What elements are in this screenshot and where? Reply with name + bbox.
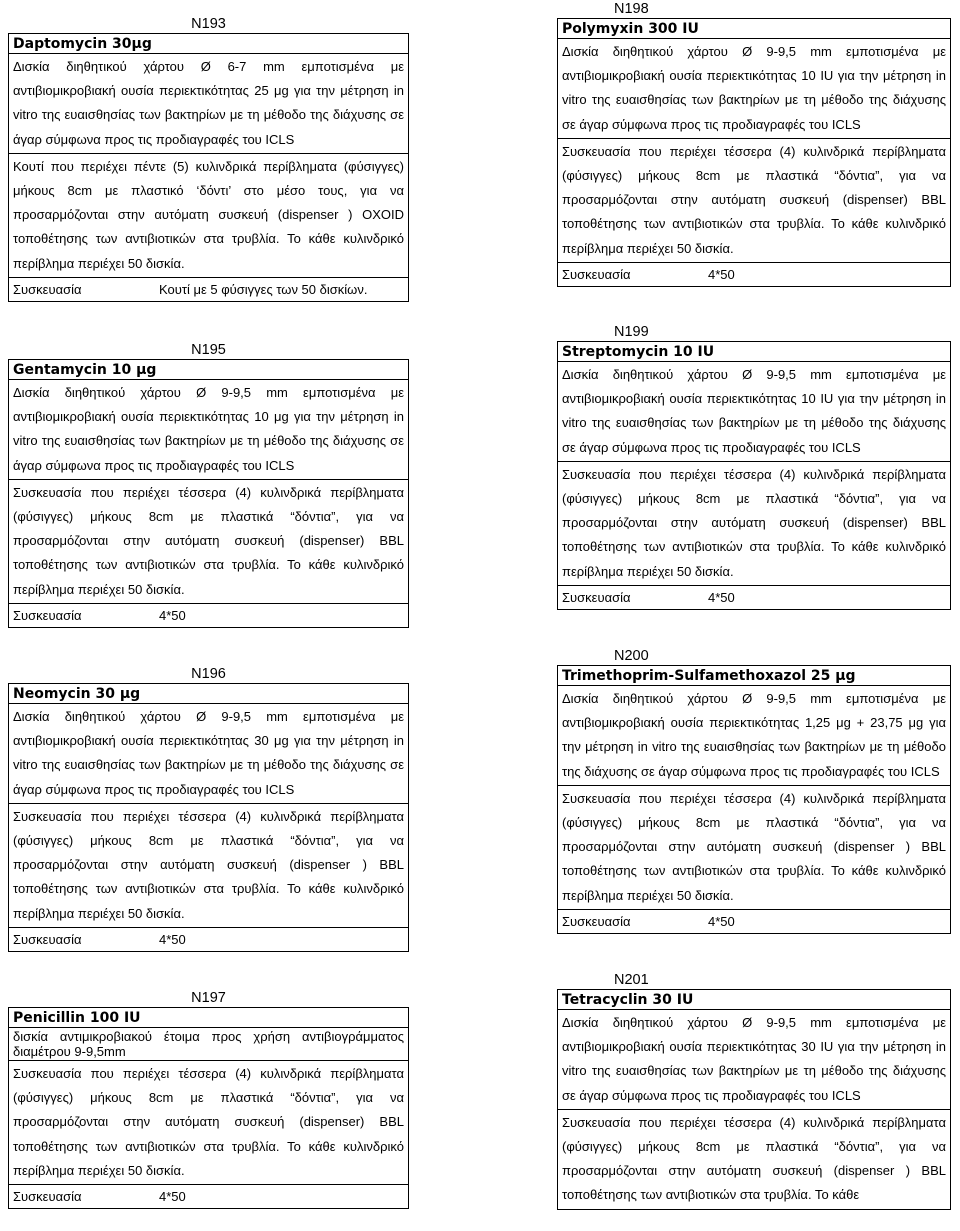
product-description: Δισκία διηθητικού χάρτου Ø 9-9,5 mm εμποτισμένα με αντιβιομικροβιακή ουσία περιεκτικότητας 10 IU για την μέτρηση in vitro της ευαισθησίας των βακτηρίων με τη μέθοδο της διάχυσης σε άγαρ σύμφωνα προς τις προδιαγραφές του ICLS <box>558 362 951 462</box>
product-n197 <box>8 989 409 1209</box>
product-n196 <box>8 665 409 952</box>
product-title: Streptomycin 10 IU <box>558 342 951 362</box>
product-title: Polymyxin 300 IU <box>558 19 951 39</box>
product-number: N195 <box>191 342 226 358</box>
product-table <box>557 989 951 1210</box>
packaging-value: 4*50 <box>159 931 186 947</box>
product-n193 <box>8 15 409 302</box>
packaging-value: 4*50 <box>708 913 735 929</box>
product-description: Δισκία διηθητικού χάρτου Ø 6-7 mm εμποτισμένα με αντιβιομικροβιακή ουσία περιεκτικότητας 25 μg για την μέτρηση in vitro της ευαισθησίας των βακτηρίων με τη μέθοδο της διάχυσης σε άγαρ σύμφωνα προς τις προδιαγραφές του ICLS <box>9 54 409 154</box>
packaging-description: Συσκευασία που περιέχει τέσσερα (4) κυλινδρικά περίβληματα (φύσιγγες) μήκους 8cm με πλαστικά “δόντια”, για να προσαρμόζονται στην αυτόματη συσκευή (dispenser ) BBL τοποθέτησης των αντιβιοτικών στα τρυβλία. Το κάθε <box>558 1109 951 1209</box>
packaging-row <box>9 927 409 951</box>
product-number: N196 <box>191 666 226 682</box>
packaging-description: Συσκευασία που περιέχει τέσσερα (4) κυλινδρικά περίβληματα (φύσιγγες) μήκους 8cm με πλαστικά “δόντια”, για να προσαρμόζονται στην αυτόματη συσκευή (dispenser) BBL τοποθέτησης των αντιβιοτικών στα τρυβλία. Το κάθε κυλινδρικό περίβλημα περιέχει 50 δισκία. <box>558 138 951 262</box>
product-number: N200 <box>614 648 649 664</box>
packaging-row <box>558 909 951 933</box>
product-n199 <box>557 323 951 610</box>
product-n198 <box>557 0 951 287</box>
packaging-value: 4*50 <box>159 607 186 623</box>
product-number: N201 <box>614 972 649 988</box>
packaging-description: Συσκευασία που περιέχει τέσσερα (4) κυλινδρικά περίβληματα (φύσιγγες) μήκους 8cm με πλαστικά “δόντια”, για να προσαρμόζονται στην αυτόματη συσκευή (dispenser) BBL τοποθέτησης των αντιβιοτικών στα τρυβλία. Το κάθε κυλινδρικό περίβλημα περιέχει 50 δισκία. <box>9 1061 409 1185</box>
product-table <box>8 1007 409 1209</box>
product-n201 <box>557 971 951 1210</box>
packaging-description: Συσκευασία που περιέχει τέσσερα (4) κυλινδρικά περίβληματα (φύσιγγες) μήκους 8cm με πλαστικά “δόντια”, για να προσαρμόζονται στην αυτόματη συσκευή (dispenser ) BBL τοποθέτησης των αντιβιοτικών στα τρυβλία. Το κάθε κυλινδρικό περίβλημα περιέχει 50 δισκία. <box>558 785 951 909</box>
product-number: N198 <box>614 1 649 17</box>
product-table <box>8 33 409 302</box>
packaging-row <box>9 1185 409 1209</box>
product-description: δισκία αντιμικροβιακού έτοιμα προς χρήση αντιβιογράμματος διαμέτρου 9-9,5mm <box>9 1028 409 1061</box>
product-description: Δισκία διηθητικού χάρτου Ø 9-9,5 mm εμποτισμένα με αντιβιομικροβιακή ουσία περιεκτικότητας 10 IU για την μέτρηση in vitro της ευαισθησίας των βακτηρίων με τη μέθοδο της διάχυσης σε άγαρ σύμφωνα προς τις προδιαγραφές του ICLS <box>558 39 951 139</box>
product-title: Gentamycin 10 μg <box>9 360 409 380</box>
product-title: Daptomycin 30μg <box>9 34 409 54</box>
packaging-label: Συσκευασία <box>13 281 82 297</box>
product-number: N197 <box>191 990 226 1006</box>
product-description: Δισκία διηθητικού χάρτου Ø 9-9,5 mm εμποτισμένα με αντιβιομικροβιακή ουσία περιεκτικότητας 10 μg για την μέτρηση in vitro της ευαισθησίας των βακτηρίων με τη μέθοδο της διάχυσης σε άγαρ σύμφωνα προς τις προδιαγραφές του ICLS <box>9 380 409 480</box>
product-title: Penicillin 100 IU <box>9 1008 409 1028</box>
product-table <box>8 359 409 628</box>
packaging-description: Συσκευασία που περιέχει τέσσερα (4) κυλινδρικά περίβληματα (φύσιγγες) μήκους 8cm με πλαστικά “δόντια”, για να προσαρμόζονται στην αυτόματη συσκευή (dispenser ) BBL τοποθέτησης των αντιβιοτικών στα τρυβλία. Το κάθε κυλινδρικό περίβλημα περιέχει 50 δισκία. <box>9 803 409 927</box>
product-n195 <box>8 341 409 628</box>
packaging-row <box>9 277 409 301</box>
packaging-label: Συσκευασία <box>13 931 82 947</box>
product-table <box>557 341 951 610</box>
packaging-label: Συσκευασία <box>13 1189 82 1205</box>
product-table <box>8 683 409 952</box>
packaging-label: Συσκευασία <box>562 266 631 282</box>
packaging-row <box>9 603 409 627</box>
product-description: Δισκία διηθητικού χάρτου Ø 9-9,5 mm εμποτισμένα με αντιβιομικροβιακή ουσία περιεκτικότητας 1,25 μg + 23,75 μg για την μέτρηση in vitro της ευαισθησίας των βακτηρίων με τη μέθοδο της διάχυσης σε άγαρ σύμφωνα προς τις προδιαγραφές του ICLS <box>558 686 951 786</box>
product-number: N193 <box>191 16 226 32</box>
product-number: N199 <box>614 324 649 340</box>
packaging-row <box>558 262 951 286</box>
product-description: Δισκία διηθητικού χάρτου Ø 9-9,5 mm εμποτισμένα με αντιβιομικροβιακή ουσία περιεκτικότητας 30 μg για την μέτρηση in vitro της ευαισθησίας των βακτηρίων με τη μέθοδο της διάχυσης σε άγαρ σύμφωνα προς τις προδιαγραφές του ICLS <box>9 704 409 804</box>
packaging-description: Συσκευασία που περιέχει τέσσερα (4) κυλινδρικά περίβληματα (φύσιγγες) μήκους 8cm με πλαστικά “δόντια”, για να προσαρμόζονται στην αυτόματη συσκευή (dispenser) BBL τοποθέτησης των αντιβιοτικών στα τρυβλία. Το κάθε κυλινδρικό περίβλημα περιέχει 50 δισκία. <box>558 461 951 585</box>
packaging-value: 4*50 <box>708 266 735 282</box>
product-title: Trimethoprim-Sulfamethoxazol 25 μg <box>558 666 951 686</box>
packaging-description: Κουτί που περιέχει πέντε (5) κυλινδρικά περίβληματα (φύσιγγες) μήκους 8cm με πλαστικό ‘δόντι’ στο μέσο τους, για να προσαρμόζονται στην αυτόματη συσκευή (dispenser ) OXOID τοποθέτησης των αντιβιοτικών στα τρυβλία. Το κάθε κυλινδρικό περίβλημα περιέχει 50 δισκία. <box>9 153 409 277</box>
product-table <box>557 18 951 287</box>
packaging-description: Συσκευασία που περιέχει τέσσερα (4) κυλινδρικά περίβληματα (φύσιγγες) μήκους 8cm με πλαστικά “δόντια”, για να προσαρμόζονται στην αυτόματη συσκευή (dispenser) BBL τοποθέτησης των αντιβιοτικών στα τρυβλία. Το κάθε κυλινδρικό περίβλημα περιέχει 50 δισκία. <box>9 479 409 603</box>
packaging-value: 4*50 <box>708 589 735 605</box>
packaging-row <box>558 585 951 609</box>
packaging-label: Συσκευασία <box>562 589 631 605</box>
product-n200 <box>557 647 951 934</box>
product-title: Tetracyclin 30 IU <box>558 990 951 1010</box>
product-description: Δισκία διηθητικού χάρτου Ø 9-9,5 mm εμποτισμένα με αντιβιομικροβιακή ουσία περιεκτικότητας 30 IU για την μέτρηση in vitro της ευαισθησίας των βακτηρίων με τη μέθοδο της διάχυσης σε άγαρ σύμφωνα προς τις προδιαγραφές του ICLS <box>558 1010 951 1110</box>
packaging-value: Κουτί με 5 φύσιγγες των 50 δισκίων. <box>159 281 368 297</box>
packaging-label: Συσκευασία <box>13 607 82 623</box>
product-table <box>557 665 951 934</box>
product-title: Neomycin 30 μg <box>9 684 409 704</box>
packaging-label: Συσκευασία <box>562 913 631 929</box>
packaging-value: 4*50 <box>159 1189 186 1205</box>
